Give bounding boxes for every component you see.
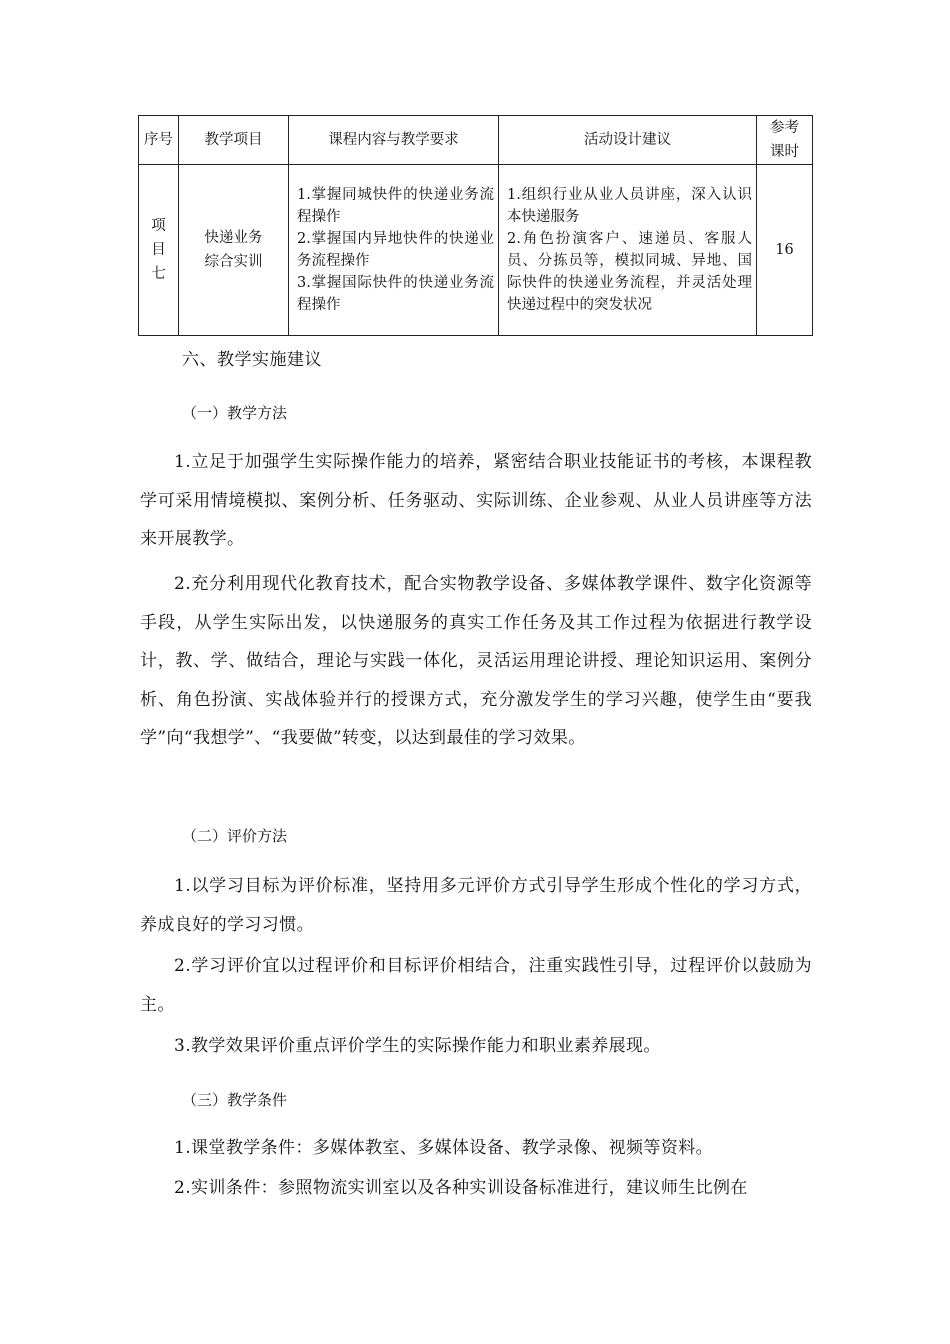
cell-project: 快递业务 综合实训 — [179, 165, 289, 336]
header-hours: 参考 课时 — [757, 116, 813, 165]
evaluation-title: （二）评价方法 — [182, 827, 288, 845]
conditions-paragraph-1: 1.课堂教学条件：多媒体教室、多媒体设备、教学录像、视频等资料。 — [174, 1138, 714, 1158]
evaluation-paragraph-2: 2.学习评价宜以过程评价和目标评价相结合，注重实践性引导，过程评价以鼓励为主。 — [140, 956, 812, 1015]
cell-hours: 16 — [757, 165, 813, 336]
cell-content: 1.掌握同城快件的快递业务流程操作 2.掌握国内异地快件的快递业务流程操作 3.掌握国际快件的快递业务流程操作 — [289, 165, 499, 336]
evaluation-paragraph-3: 3.教学效果评价重点评价学生的实际操作能力和职业素养展现。 — [174, 1036, 661, 1056]
header-index: 序号 — [139, 116, 179, 165]
table-row — [139, 165, 813, 336]
conditions-paragraph-2: 2.实训条件：参照物流实训室以及各种实训设备标准进行，建议师生比例在 — [174, 1178, 748, 1198]
header-activity: 活动设计建议 — [499, 116, 757, 165]
cell-activity: 1.组织行业从业人员讲座，深入认识本快递服务 2.角色扮演客户、速递员、客服人员、分拣员等，模拟同城、异地、国际快件的快递业务流程，并灵活处理快递过程中的突发状况 — [499, 165, 757, 336]
methods-paragraph-2: 2.充分利用现代化教育技术，配合实物教学设备、多媒体教学课件、数字化资源等手段，从学生实际出发，以快递服务的真实工作任务及其工作过程为依据进行教学设计，教、学、做结合，理论与实践一体化，灵活运用理论讲授、理论知识运用、案例分析、角色扮演、实战体验并行的授课方式，充分激发学生的学习兴趣，使学生由“要我学”向“我想学”、“我要做”转变，以达到最佳的学习效果。 — [140, 574, 812, 748]
section-title: 六、教学实施建议 — [182, 350, 322, 370]
course-table — [138, 115, 813, 336]
table-header-row — [139, 116, 813, 165]
cell-index: 项 目 七 — [139, 165, 179, 336]
evaluation-paragraph-1: 1.以学习目标为评价标准，坚持用多元评价方式引导学生形成个性化的学习方式，养成良好的学习习惯。 — [140, 876, 812, 935]
methods-title: （一）教学方法 — [182, 404, 288, 422]
methods-paragraph-1: 1.立足于加强学生实际操作能力的培养，紧密结合职业技能证书的考核，本课程教学可采用情境模拟、案例分析、任务驱动、实际训练、企业参观、从业人员讲座等方法来开展教学。 — [140, 452, 812, 549]
header-project: 教学项目 — [179, 116, 289, 165]
header-content: 课程内容与教学要求 — [289, 116, 499, 165]
conditions-title: （三）教学条件 — [182, 1091, 288, 1109]
